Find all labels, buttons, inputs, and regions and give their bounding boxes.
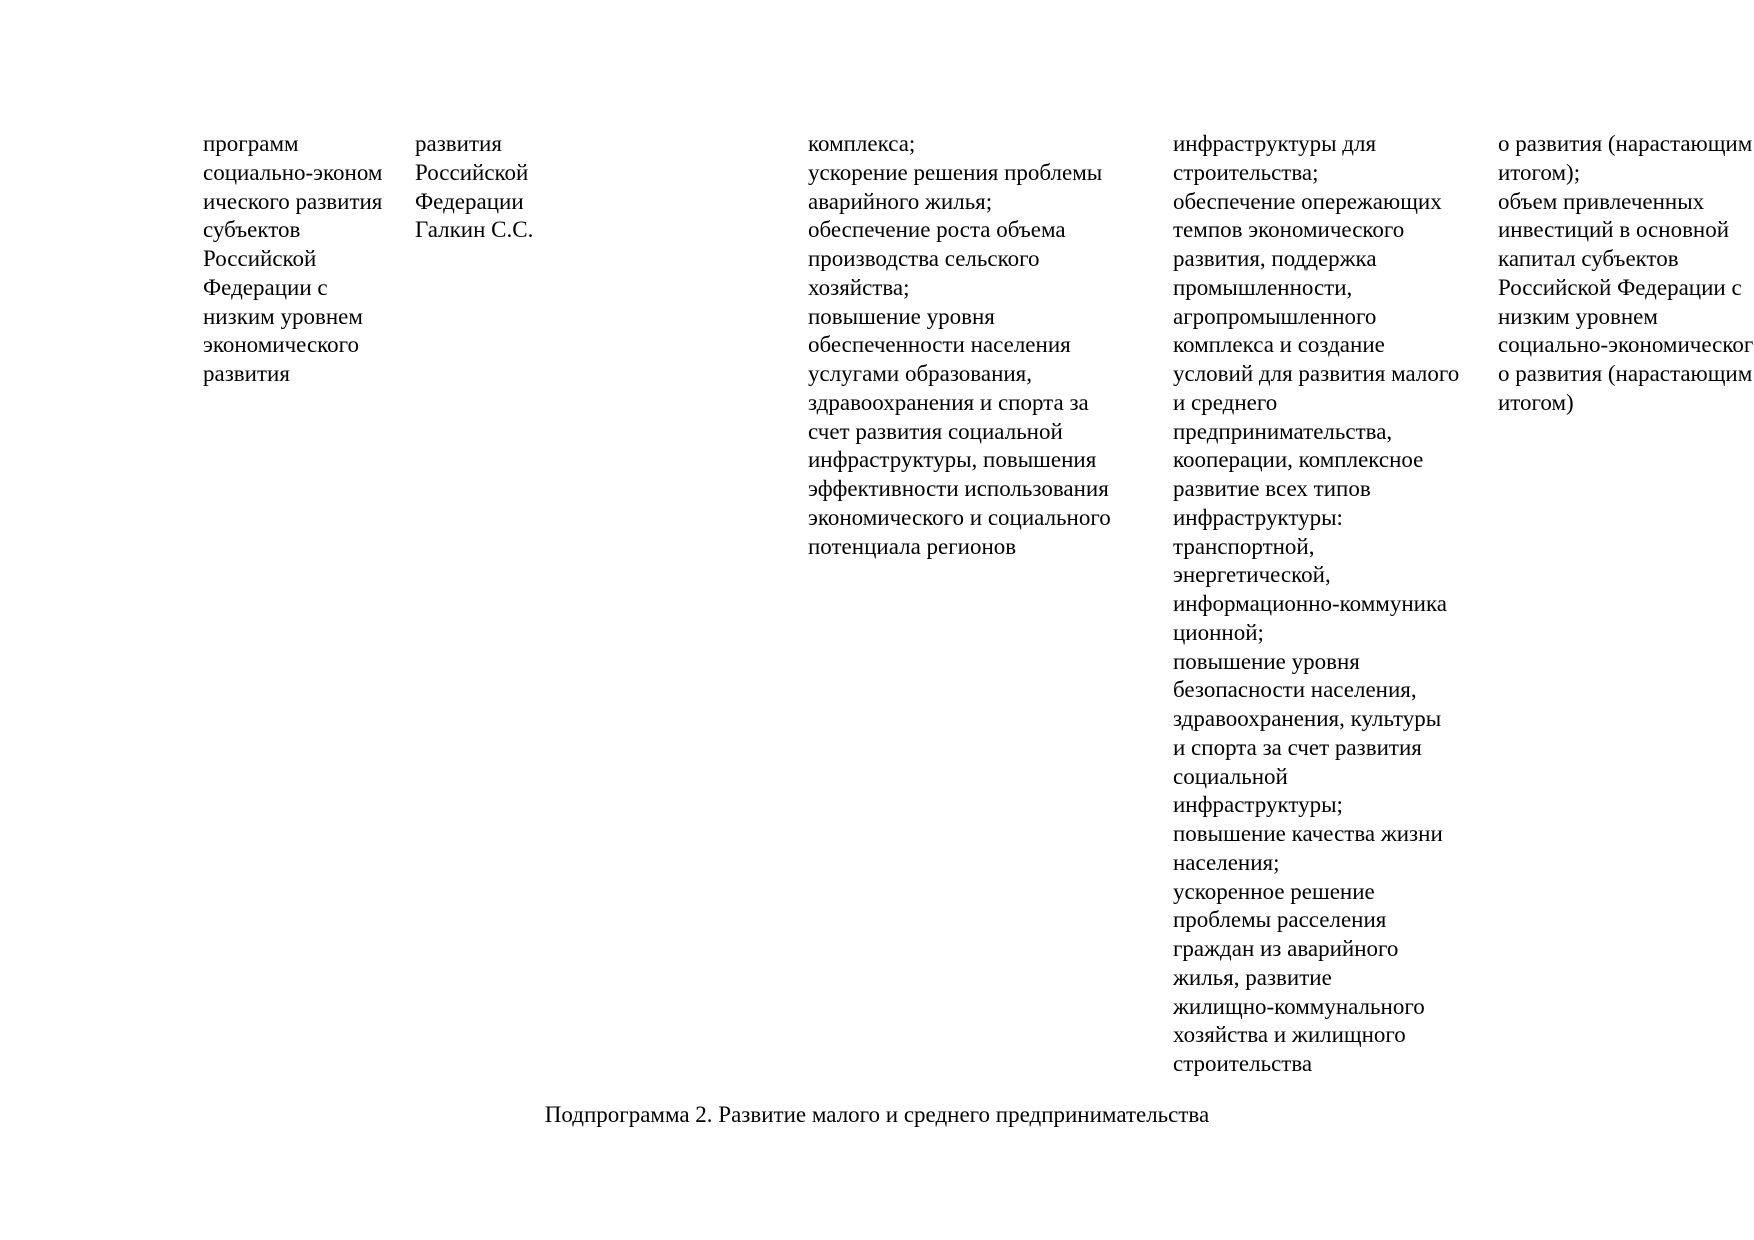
text-line: Российской Федерации с (1498, 274, 1742, 300)
goals-column (808, 130, 1163, 561)
text-line: Федерации (415, 188, 524, 214)
text-line: агропромышленного (1173, 303, 1377, 329)
text-line: эффективности использования (808, 476, 1109, 501)
text-line: капитал субъектов (1498, 246, 1679, 271)
text-line: кооперации, комплексное (1173, 447, 1424, 473)
text-line: обеспеченности населения (808, 332, 1071, 358)
text-line: энергетической, (1173, 562, 1331, 588)
text-line: граждан из аварийного (1173, 936, 1399, 961)
text-line: экономического и социального (808, 504, 1111, 530)
text-line: аварийного жилья; (808, 188, 993, 214)
text-line: комплекса и создание (1173, 332, 1385, 358)
text-line: жилищно-коммунального (1173, 993, 1425, 1019)
text-line: обеспечение опережающих (1173, 188, 1442, 214)
text-line: населения; (1173, 849, 1280, 875)
text-line: промышленности, (1173, 274, 1353, 300)
text-line: инфраструктуры; (1173, 792, 1343, 818)
text-line: экономического (203, 332, 360, 358)
text-line: обеспечение роста объема (808, 217, 1066, 243)
text-line: инфраструктуры, повышения (808, 447, 1097, 473)
text-line: о развития (нарастающим (1498, 361, 1753, 386)
text-line: ционной; (1173, 619, 1264, 645)
text-line: ического развития (203, 188, 383, 214)
text-line: темпов экономического (1173, 217, 1405, 243)
text-line: и спорта за счет развития (1173, 734, 1422, 760)
text-line: строительства; (1173, 159, 1319, 185)
subprogram-heading: Подпрограмма 2. Развитие малого и среднего предпринимательства (544, 1102, 1210, 1127)
text-line: Российской (415, 159, 529, 185)
text-line: ускоренное решение (1173, 878, 1375, 904)
text-line: Федерации с (203, 274, 328, 300)
text-line: производства сельского (808, 246, 1040, 271)
text-line: повышение уровня (1173, 648, 1360, 674)
text-line: услугами образования, (808, 361, 1033, 386)
text-line: итогом); (1498, 159, 1581, 185)
text-line: повышение качества жизни (1173, 821, 1443, 846)
text-line: счет развития социальной (808, 418, 1063, 444)
text-line: и среднего (1173, 389, 1278, 415)
text-line: Российской (203, 246, 317, 271)
text-line: комплекса; (808, 131, 916, 156)
text-line: инвестиций в основной (1498, 217, 1730, 243)
text-line: здравоохранения и спорта за (808, 389, 1089, 415)
text-line: повышение уровня (808, 303, 995, 329)
text-line: программ (203, 131, 299, 156)
text-line: информационно-коммуника (1173, 591, 1448, 616)
text-line: субъектов (203, 217, 301, 243)
indicators-column (1498, 130, 1754, 418)
text-line: развития (203, 361, 290, 386)
text-line: низким уровнем (203, 303, 363, 329)
text-line: развитие всех типов (1173, 476, 1371, 501)
text-line: инфраструктуры: (1173, 504, 1343, 530)
text-line: социально-эконом (203, 159, 383, 185)
text-line: социально-экономическог (1498, 332, 1754, 358)
tasks-column (1173, 130, 1493, 1079)
text-line: здравоохранения, культуры (1173, 706, 1442, 731)
text-line: хозяйства; (808, 274, 910, 300)
text-line: проблемы расселения (1173, 907, 1387, 933)
text-line: объем привлеченных (1498, 188, 1705, 214)
program-column (203, 130, 403, 389)
text-line: ускорение решения проблемы (808, 159, 1103, 185)
text-line: низким уровнем (1498, 303, 1658, 329)
text-line: транспортной, (1173, 533, 1315, 559)
text-line: социальной (1173, 763, 1288, 789)
text-line: инфраструктуры для (1173, 131, 1377, 156)
text-line: предпринимательства, (1173, 418, 1393, 444)
text-line: условий для развития малого (1173, 361, 1460, 386)
text-line: о развития (нарастающим (1498, 131, 1753, 156)
text-line: Галкин С.С. (415, 217, 534, 243)
text-line: итогом) (1498, 389, 1574, 415)
text-line: развития, поддержка (1173, 246, 1377, 271)
text-line: безопасности населения, (1173, 677, 1417, 703)
text-line: развития (415, 131, 502, 156)
responsible-column (415, 130, 615, 245)
text-line: жилья, развитие (1173, 964, 1332, 990)
text-line: строительства (1173, 1051, 1313, 1076)
text-line: хозяйства и жилищного (1173, 1022, 1406, 1048)
text-line: потенциала регионов (808, 533, 1017, 559)
